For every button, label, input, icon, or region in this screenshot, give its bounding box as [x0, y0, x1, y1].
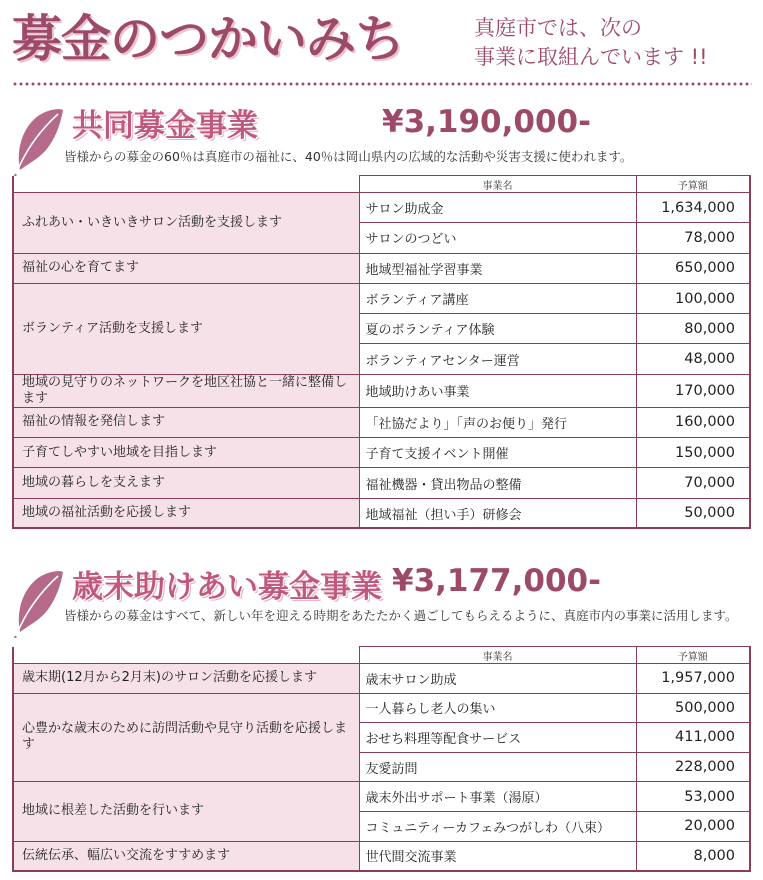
project-name-cell: 地域助けあい事業 — [359, 374, 636, 407]
category-cell: 子育てしやすい地域を目指します — [13, 438, 359, 468]
table-row — [13, 498, 750, 528]
budget-table — [12, 646, 751, 872]
category-cell: 福祉の情報を発信します — [13, 407, 359, 437]
project-name-cell: ボランティアセンター運営 — [359, 344, 636, 374]
budget-amount-cell: 500,000 — [636, 693, 750, 723]
budget-amount-cell: 100,000 — [636, 283, 750, 313]
project-name-cell: 友愛訪問 — [359, 752, 636, 782]
budget-table — [12, 175, 751, 529]
budget-amount-cell: 170,000 — [636, 374, 750, 407]
header-spacer — [13, 176, 359, 193]
table-row — [13, 407, 750, 437]
feather-icon — [8, 104, 66, 176]
table-row — [13, 468, 750, 498]
budget-amount-cell: 78,000 — [636, 223, 750, 253]
budget-amount-cell: 160,000 — [636, 407, 750, 437]
table-row — [13, 664, 750, 694]
column-header-name: 事業名 — [359, 176, 636, 193]
category-cell: 地域の見守りのネットワークを地区社協と一緒に整備します — [13, 374, 359, 407]
section-description: 皆様からの募金はすべて、新しい年を迎える時期をあたたかく過ごしてもらえるように、真庭市内の事業に活用します。 — [64, 608, 738, 623]
project-name-cell: 世代間交流事業 — [359, 841, 636, 871]
column-header-name: 事業名 — [359, 647, 636, 664]
category-cell: ふれあい・いきいきサロン活動を支援します — [13, 193, 359, 254]
project-name-cell: ボランティア講座 — [359, 283, 636, 313]
header-spacer — [13, 647, 359, 664]
section-title: 共同募金事業 — [72, 108, 258, 144]
budget-amount-cell: 53,000 — [636, 782, 750, 812]
table-row — [13, 374, 750, 407]
section-title: 歳末助けあい募金事業 — [72, 569, 382, 605]
category-cell: 地域に根差した活動を行います — [13, 782, 359, 841]
budget-amount-cell: 150,000 — [636, 438, 750, 468]
page-title: 募金のつかいみち — [12, 10, 404, 68]
table-row — [13, 283, 750, 313]
project-name-cell: おせち料理等配食サービス — [359, 723, 636, 753]
project-name-cell: 地域福祉（担い手）研修会 — [359, 498, 636, 528]
page-subtitle — [474, 14, 763, 72]
column-header-amount: 予算額 — [636, 647, 750, 664]
category-cell: 福祉の心を育てます — [13, 253, 359, 283]
subtitle-line: 事業に取組んでいます !! — [474, 45, 708, 69]
budget-amount-cell: 80,000 — [636, 314, 750, 344]
project-name-cell: 歳末外出サポート事業（湯原） — [359, 782, 636, 812]
budget-amount-cell: 48,000 — [636, 344, 750, 374]
project-name-cell: 地域型福祉学習事業 — [359, 253, 636, 283]
project-name-cell: 夏のボランティア体験 — [359, 314, 636, 344]
section-amount: ¥3,190,000- — [382, 104, 591, 140]
table-row — [13, 841, 750, 871]
budget-amount-cell: 8,000 — [636, 841, 750, 871]
project-name-cell: 一人暮らし老人の集い — [359, 693, 636, 723]
budget-amount-cell: 411,000 — [636, 723, 750, 753]
dotted-divider — [12, 82, 752, 86]
category-cell: ボランティア活動を支援します — [13, 283, 359, 374]
table-row — [13, 438, 750, 468]
subtitle-line: 真庭市では、次の — [474, 16, 642, 40]
table-row — [13, 782, 750, 812]
table-row — [13, 193, 750, 223]
project-name-cell: コミュニティーカフェみつがしわ（八束） — [359, 811, 636, 841]
category-cell: 歳末期(12月から2月末)のサロン活動を応援します — [13, 664, 359, 694]
project-name-cell: 「社協だより」「声のお便り」発行 — [359, 407, 636, 437]
project-name-cell: 子育て支援イベント開催 — [359, 438, 636, 468]
budget-amount-cell: 50,000 — [636, 498, 750, 528]
feather-icon — [8, 566, 66, 638]
project-name-cell: サロンのつどい — [359, 223, 636, 253]
project-name-cell: 福祉機器・貸出物品の整備 — [359, 468, 636, 498]
budget-amount-cell: 70,000 — [636, 468, 750, 498]
category-cell: 地域の暮らしを支えます — [13, 468, 359, 498]
column-header-amount: 予算額 — [636, 176, 750, 193]
section-amount: ¥3,177,000- — [392, 563, 601, 599]
table-row — [13, 693, 750, 723]
section-description: 皆様からの募金の60％は真庭市の福祉に、40％は岡山県内の広域的な活動や災害支援に使われます。 — [64, 149, 633, 164]
budget-amount-cell: 1,957,000 — [636, 664, 750, 694]
project-name-cell: サロン助成金 — [359, 193, 636, 223]
project-name-cell: 歳末サロン助成 — [359, 664, 636, 694]
category-cell: 地域の福祉活動を応援します — [13, 498, 359, 528]
budget-amount-cell: 1,634,000 — [636, 193, 750, 223]
budget-amount-cell: 650,000 — [636, 253, 750, 283]
budget-amount-cell: 228,000 — [636, 752, 750, 782]
category-cell: 心豊かな歳末のために訪問活動や見守り活動を応援します — [13, 693, 359, 782]
category-cell: 伝統伝承、幅広い交流をすすめます — [13, 841, 359, 871]
table-row — [13, 253, 750, 283]
budget-amount-cell: 20,000 — [636, 811, 750, 841]
